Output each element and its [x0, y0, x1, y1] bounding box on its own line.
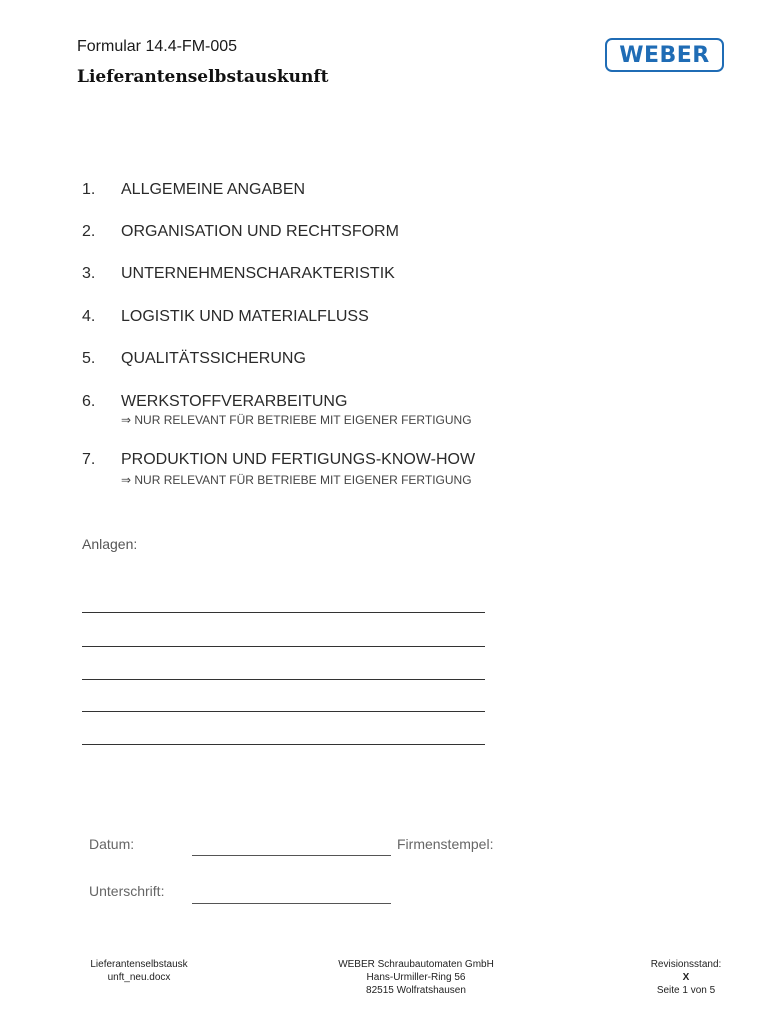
footer-company — [300, 958, 532, 997]
toc-number: 2. — [82, 223, 96, 240]
footer-company-name: WEBER Schraubautomaten GmbH — [338, 959, 494, 970]
attachment-line-1[interactable] — [82, 612, 485, 613]
date-field[interactable] — [192, 855, 391, 856]
footer-revision — [630, 958, 742, 997]
toc-number: 4. — [82, 308, 96, 325]
toc-label: LOGISTIK UND MATERIALFLUSS — [121, 308, 369, 325]
page-number: Seite 1 von 5 — [656, 985, 716, 996]
toc-label: ALLGEMEINE ANGABEN — [121, 181, 306, 198]
footer-city: 82515 Wolfratshausen — [366, 985, 466, 996]
footer-filename-line1: Lieferantenselbstausk — [90, 959, 188, 970]
toc-label: PRODUKTION UND FERTIGUNGS-KNOW-HOW — [121, 451, 476, 468]
attachment-line-4[interactable] — [82, 711, 485, 712]
revision-value: X — [682, 972, 690, 983]
toc-number: 3. — [82, 265, 96, 282]
attachment-line-3[interactable] — [82, 679, 485, 680]
form-number: Formular 14.4-FM-005 — [77, 38, 238, 55]
footer-filename — [78, 958, 200, 984]
footer-street: Hans-Urmiller-Ring 56 — [366, 972, 466, 983]
weber-logo — [605, 38, 724, 72]
toc-number: 7. — [82, 451, 96, 468]
toc-label: WERKSTOFFVERARBEITUNG — [121, 393, 348, 410]
document-title: Lieferantenselbstauskunft — [77, 67, 329, 87]
toc-note-6: ⇒ NUR RELEVANT FÜR BETRIEBE MIT EIGENER FERTIGUNG — [121, 413, 472, 427]
attachment-line-2[interactable] — [82, 646, 485, 647]
revision-label: Revisionsstand: — [650, 959, 722, 970]
company-stamp-label: Firmenstempel: — [397, 836, 494, 852]
date-label: Datum: — [89, 836, 135, 852]
toc-number: 1. — [82, 181, 96, 198]
attachments-label: Anlagen: — [82, 536, 138, 552]
toc-label: QUALITÄTSSICHERUNG — [121, 350, 306, 367]
toc-label: ORGANISATION UND RECHTSFORM — [121, 223, 399, 240]
toc-note-7: ⇒ NUR RELEVANT FÜR BETRIEBE MIT EIGENER FERTIGUNG — [121, 473, 472, 487]
toc-number: 5. — [82, 350, 96, 367]
logo-text: WEBER — [619, 42, 710, 68]
signature-field[interactable] — [192, 903, 391, 904]
footer-filename-line2: unft_neu.docx — [107, 972, 171, 983]
signature-label: Unterschrift: — [89, 883, 165, 899]
attachment-line-5[interactable] — [82, 744, 485, 745]
toc-label: UNTERNEHMENSCHARAKTERISTIK — [121, 265, 395, 282]
toc-number: 6. — [82, 393, 96, 410]
